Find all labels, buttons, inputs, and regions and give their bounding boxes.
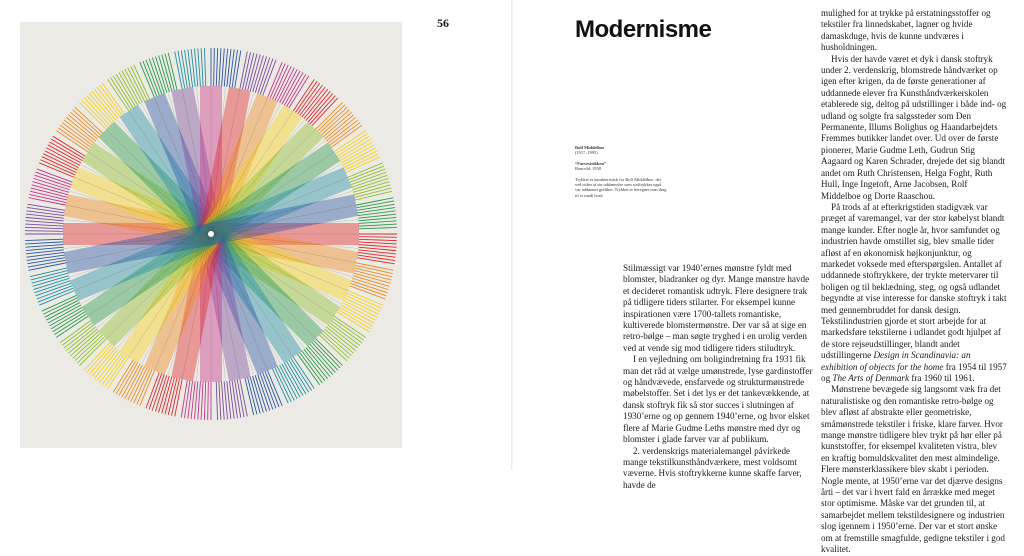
outer-stripe-segment [181,380,211,420]
caption-designer: Rolf Middelboe [575,145,605,150]
outer-stripe-segment [211,48,241,88]
outer-stripe-segment [25,204,65,234]
outer-stripe-segment [240,52,276,96]
paragraph [821,202,1007,385]
paragraph-text: På trods af at efterkrigstiden stadigvæk var præget af varemangel, var der stor købelyst blandt mange kunder. Efter nogle år, hvor samfundet og industrien havde omstillet sig, blev smalle tider afløst af en økonomisk højkonjunktur, og markedet voksede med efterspørgslen. Antallet af uddannede stoftrykkere, der trykte metervarer til boligen og til beklædning, steg, og også udlandet begyndte at vise interesse for danske stoftryk i takt med gennembruddet for dansk design. Tekstilindustrien gjorde et stort arbejde for at markedsføre tekstilerne i udlandet godt hjulpet af de store rejseudstillinger, blandt andet udstillingerne [821,201,1007,361]
caption-years: (1917–1995) [575,150,598,156]
outer-stripe-segment [350,263,394,299]
page-gutter [511,0,513,470]
paragraph: Hvis der havde været et dyk i dansk stoftryk under 2. verdenskrig, blomstrede håndværket op igen efter krigen, da de første generationer af uddannede elever fra Kunsthåndværkerskolen etablerede sig, deltog på udstillinger i både ind- og udland og solgte fra salgssteder som Den Permanente, Illums Bolighus og Haandarbejdets Fremmes butikker landet over. Ud over de første pionerer, Marie Gudme Leth, Gudrun Stig Aagaard og Karen Schrader, drejede det sig blandt andet om Ruth Christensen, Helga Foght, Ruth Hull, Inge Ingetoft, Arne Jacobsen, Rolf Middelboe og Dorte Raaschou. [821,53,1007,201]
paragraph: I en vejledning om boligindretning fra 1931 fik man det råd at vælge umønstrede, lyse gardinstoffer og håndvævede, ensfarvede og strukturmønstrede møbelstoffer. Set i det lys er det tankevækkende, at dansk stoftryk fik så stor succes i slutningen af 1930’erne og op gennem 1940’erne, og hvor elsket flere af Marie Gudme Leths mønstre med dyr og blomster i glade farver var af publikum. [623,354,813,445]
body-column-right [821,8,1007,556]
exhibition-title: The Arts of Denmark [832,373,910,383]
chapter-title: Modernisme [575,16,712,43]
artwork-plate [20,22,402,448]
outer-stripe-segment [357,234,397,264]
color-wheel-artwork [20,22,402,448]
caption-description: Trykket er karakteristisk for Rolf Middelboe, der ved siden af sin uddannelse som stoftrykker også var uddannet grafiker. Trykket er beregnet som drag til et rundt bord. [575,176,667,198]
paragraph: Stilmæssigt var 1940’ernes mønstre fyldt med blomster, bladranker og dyr. Mange mønstre havde et decideret romantisk udtryk. Flere designere trak på tidligere tiders stilarter. For eksempel kunne inspirationen være 1700-tallets romantiske, kultiverede blomstermønstre. Der var så at sige en retro-bølge – man søgte tryghed i en urolig verden ved at vende sig mod tidligere tiders stiludtryk. [623,263,810,353]
outer-stripe-segment [146,373,182,417]
center-dot [208,231,214,237]
paragraph-text: fra 1960 til 1961. [909,373,975,383]
paragraph: 2. verdenskrigs materialemangel påvirkede mange tekstilkunsthåndværkere, mest voldsomt væverne. Hvis stoftrykkerne kunne skaffe farver, havde de [623,445,802,490]
outer-stripe-segment [175,48,206,89]
exhibition-title: Design in Scandinavia: an exhibition of objects for the home [821,350,971,372]
image-caption [575,145,667,198]
paragraph: mulighed for at trykke på erstatningsstoffer og tekstiler fra linnedskabet, lagner og hvide damaskduge, hvis de kunne undværes i husholdningen. [821,8,991,53]
caption-work-subtitle: Boncold, 1958 [575,166,601,172]
paragraph: Mønstrene bevægede sig langsomt væk fra det naturalistiske og den romantiske retro-bølge og blev afløst af abstrakte eller geometriske, småmønstrede tekstiler i friske, klare farver. Hvor mange mønstre tidligere blev trykt på hør eller på kunststoffer, for eksempel kvaliteten vistra, blev en kraftig bomuldskvalitet den mest almindelige. Flere mønsterklassikere blev skabt i perioden. Nogle mente, at 1950’erne var det djærve designs årti – det var i hvert fald en årrække med meget stor optimisme. Måske var det grunden til, at samarbejdet mellem tekstildesignere og industrien slog igennem i 1950’erne. Der var et stort ønske om at fremstille smagfulde, gedigne tekstiler i god kvalitet. [821,384,1005,555]
paragraph-text: fra 1954 til 1957 og [821,361,1007,383]
body-column-left [623,263,816,491]
outer-stripe-segment [25,239,66,270]
outer-stripe-segment [356,198,397,229]
outer-stripe-segment [29,169,73,205]
outer-stripe-segment [216,379,247,420]
page-number: 56 [437,16,449,30]
caption-work-title: “Farvestrikken” [575,160,606,166]
